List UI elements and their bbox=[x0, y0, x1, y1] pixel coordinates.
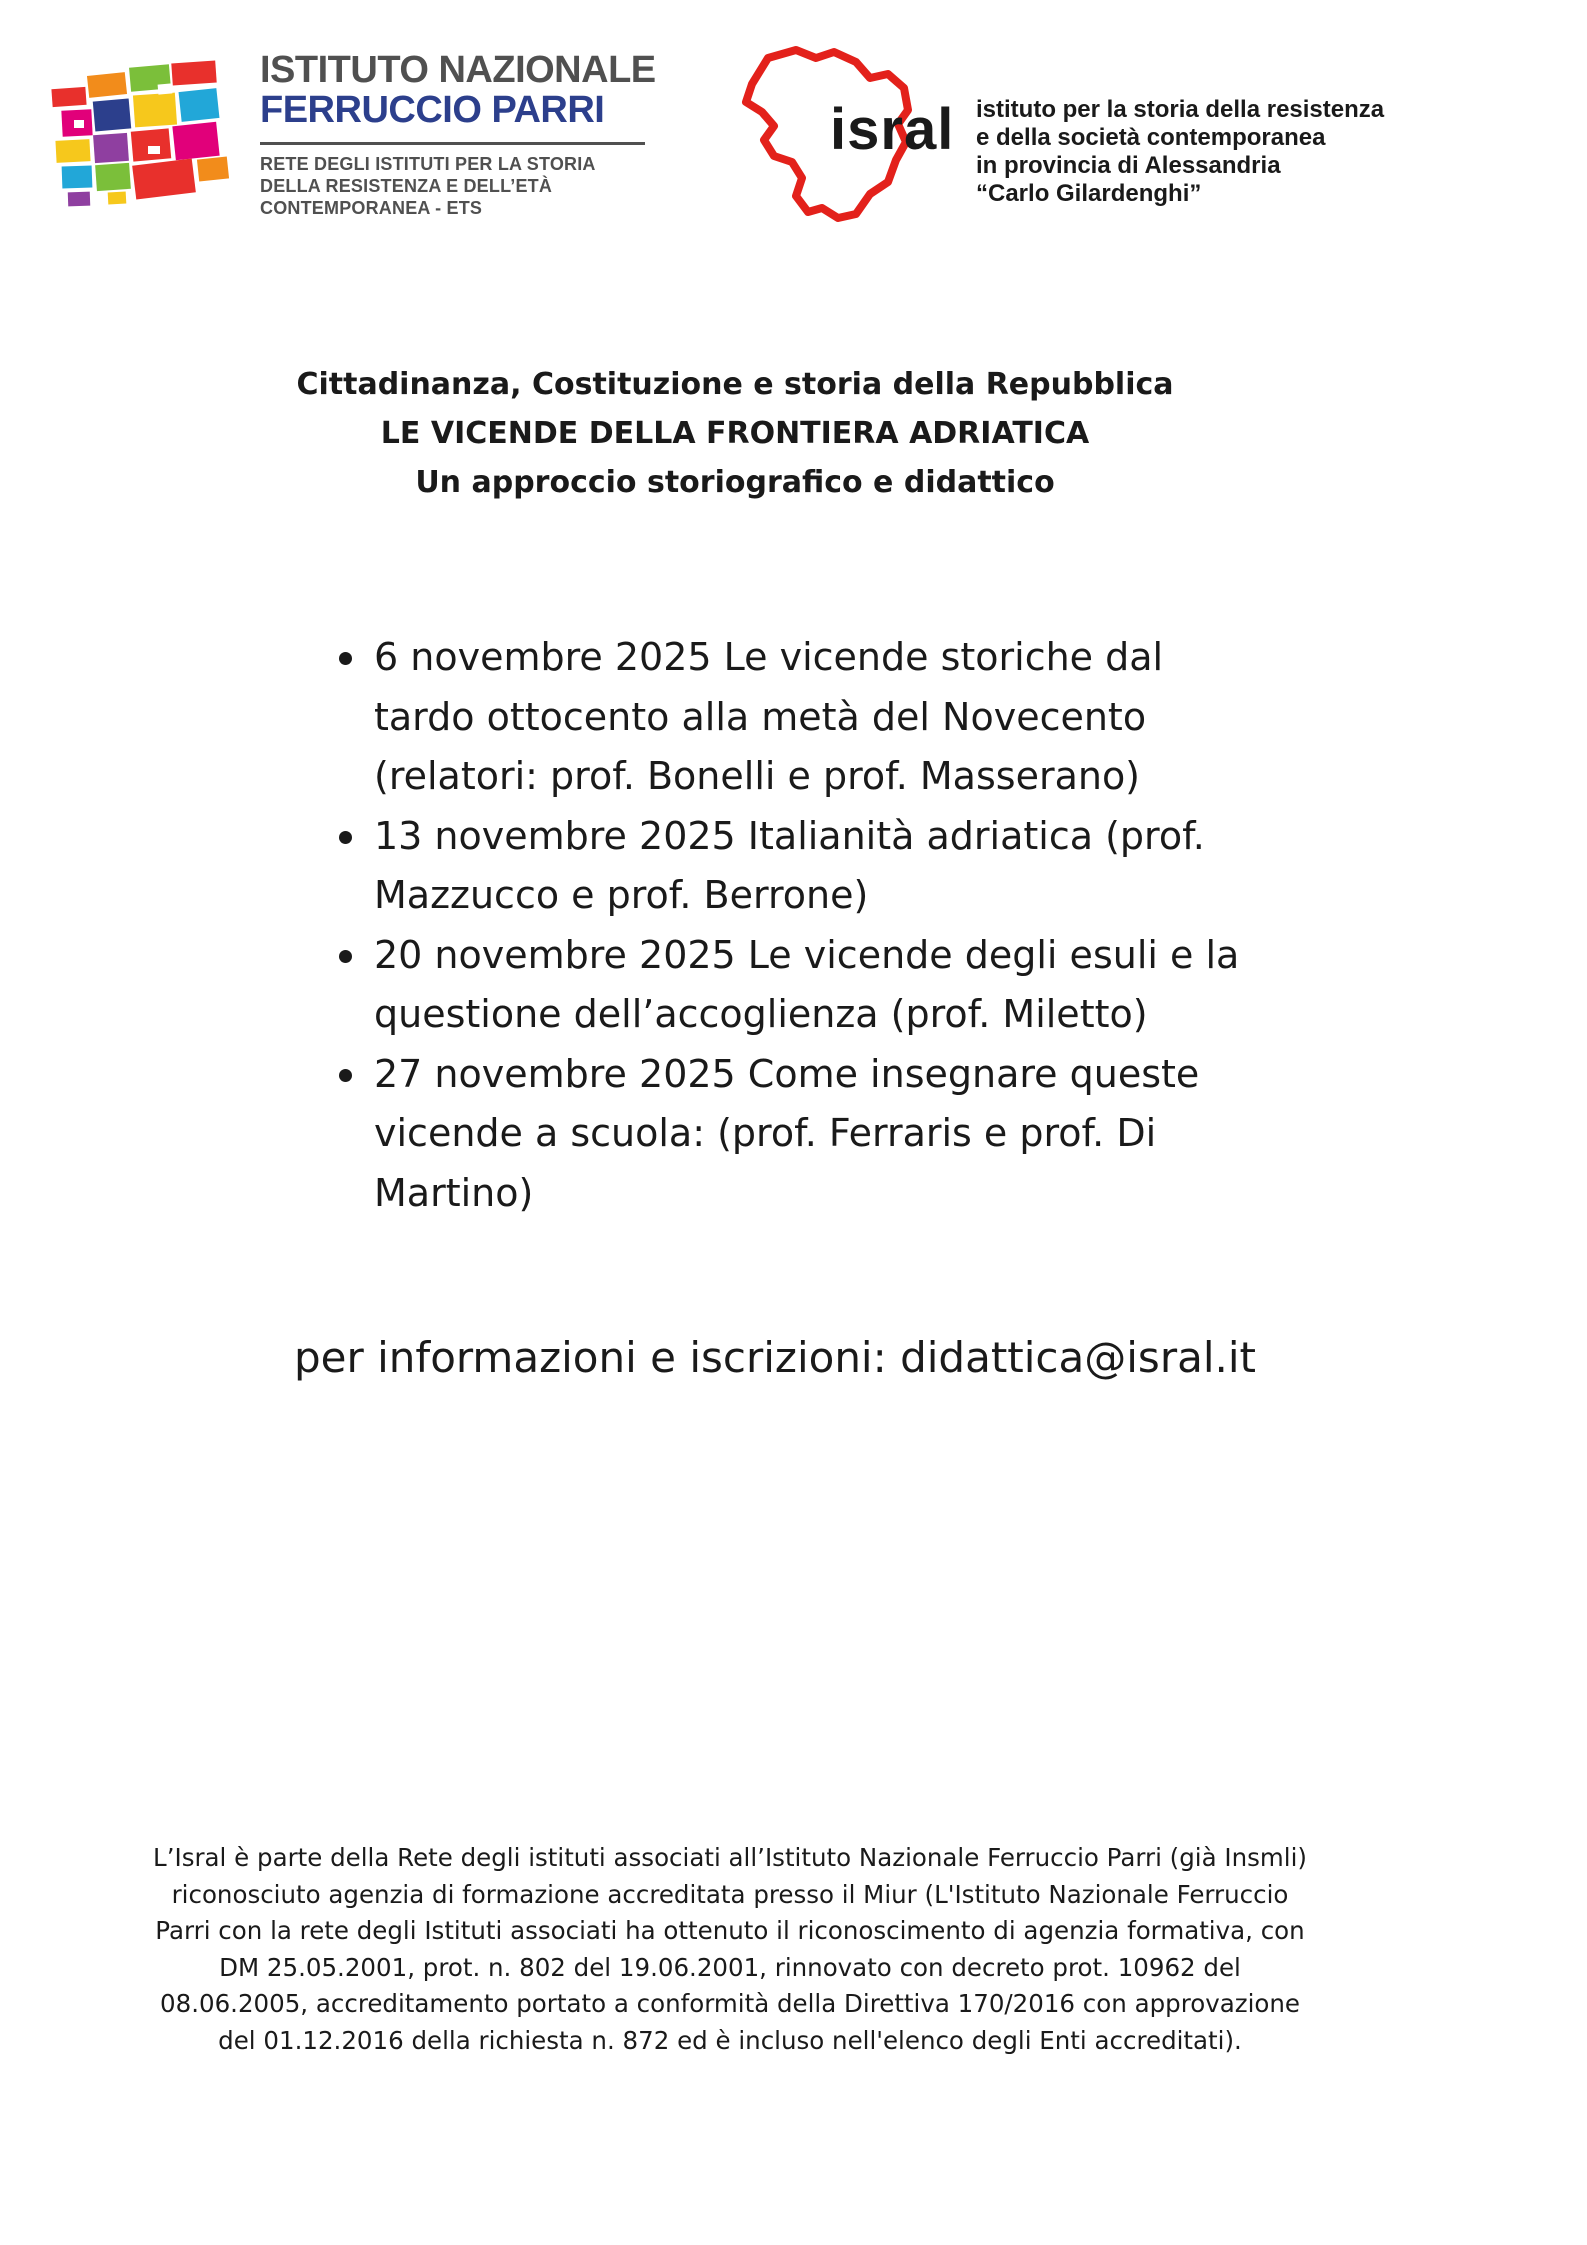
bullet-icon bbox=[339, 950, 352, 963]
parri-text-block bbox=[260, 50, 660, 219]
accreditation-note: L’Isral è parte della Rete degli istituti associati all’Istituto Nazionale Ferruccio Parri (già Insmli) riconosciuto agenzia di formazione accreditata presso il Miur (L'Istituto Nazionale Ferruccio Parri con la rete degli Istituti associati ha ottenuto il riconoscimento di agenzia formativa, con DM 25.05.2001, prot. n. 802 del 19.06.2001, rinnovato con decreto prot. 10962 del 08.06.2005, accreditamento portato a conformità della Direttiva 170/2016 con approvazione del 01.12.2016 della richiesta n. 872 ed è incluso nell'elenco degli Enti accreditati). bbox=[153, 1843, 1307, 2055]
session-text: 27 novembre 2025 Come insegnare queste vicende a scuola: (prof. Ferraris e prof. Di Martino) bbox=[374, 1051, 1200, 1215]
title-line2: LE VICENDE DELLA FRONTIERA ADRIATICA bbox=[380, 416, 1090, 451]
title-line1: Cittadinanza, Costituzione e storia della Repubblica bbox=[296, 367, 1174, 402]
isral-line3: in provincia di Alessandria bbox=[976, 152, 1281, 179]
isral-text-block bbox=[976, 96, 1436, 208]
parri-divider bbox=[260, 142, 645, 145]
bullet-icon bbox=[339, 831, 352, 844]
session-item bbox=[332, 1045, 1272, 1224]
session-item bbox=[332, 926, 1272, 1045]
isral-line2: e della società contemporanea bbox=[976, 124, 1326, 151]
parri-flags-icon bbox=[51, 60, 229, 206]
course-title bbox=[0, 360, 1470, 507]
session-text: 20 novembre 2025 Le vicende degli esuli e la questione dell’accoglienza (prof. Miletto) bbox=[374, 932, 1240, 1036]
parri-logo bbox=[48, 49, 656, 220]
isral-logo bbox=[738, 44, 1438, 224]
bullet-icon bbox=[339, 652, 352, 665]
parri-flags-mark bbox=[48, 54, 248, 214]
bullet-icon bbox=[339, 1069, 352, 1082]
parri-subtitle-line3: CONTEMPORANEA - ETS bbox=[260, 198, 483, 218]
isral-line1: istituto per la storia della resistenza bbox=[976, 96, 1385, 123]
sessions-list bbox=[332, 628, 1272, 1223]
parri-name-line2: FERRUCCIO PARRI bbox=[260, 89, 605, 131]
isral-wordmark: isral bbox=[830, 97, 955, 162]
session-text: 6 novembre 2025 Le vicende storiche dal tardo ottocento alla metà del Novecento (relatori: prof. Bonelli e prof. Masserano) bbox=[374, 635, 1164, 798]
title-line3: Un approccio storiografico e didattico bbox=[415, 465, 1055, 500]
parri-name-line1: ISTITUTO NAZIONALE bbox=[260, 49, 656, 91]
isral-line4: “Carlo Gilardenghi” bbox=[976, 180, 1202, 207]
session-item bbox=[332, 807, 1272, 926]
parri-subtitle-line1: RETE DEGLI ISTITUTI PER LA STORIA bbox=[260, 154, 596, 174]
contact-info: per informazioni e iscrizioni: didattica@isral.it bbox=[294, 1333, 1256, 1382]
session-text: 13 novembre 2025 Italianità adriatica (prof. Mazzucco e prof. Berrone) bbox=[374, 813, 1205, 917]
parri-subtitle-line2: DELLA RESISTENZA E DELL’ETÀ bbox=[260, 176, 553, 196]
session-item bbox=[332, 628, 1272, 807]
